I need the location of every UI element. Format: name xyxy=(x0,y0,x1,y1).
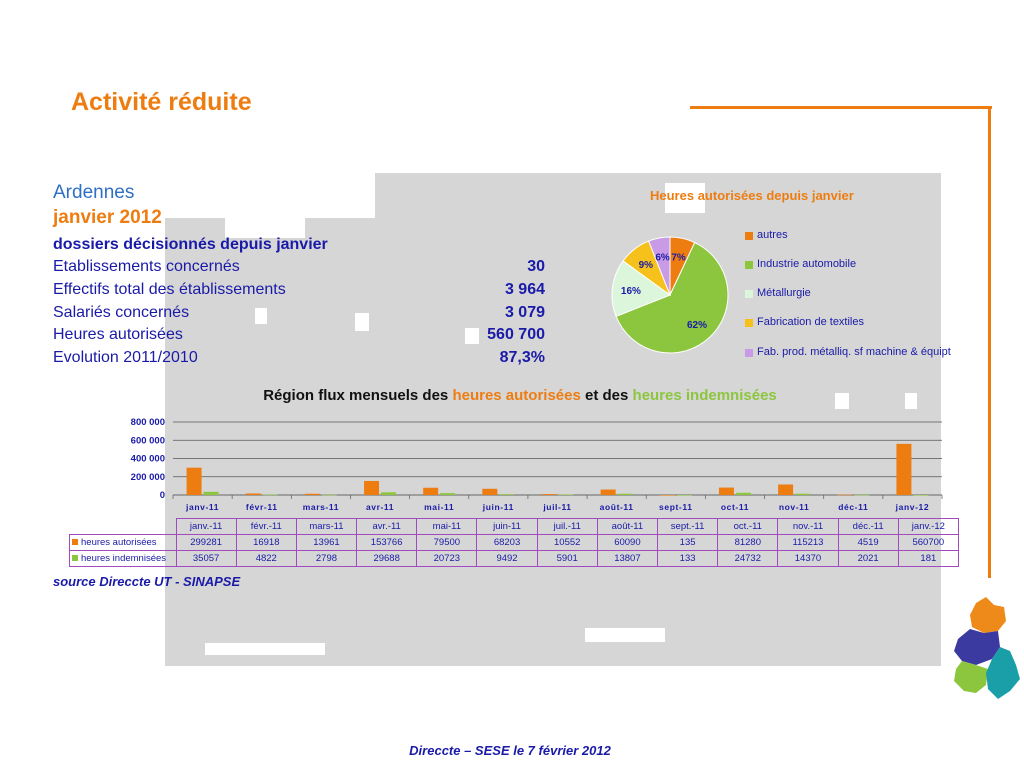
legend-label: Industrie automobile xyxy=(757,258,857,270)
x-tick-label: janv-11 xyxy=(186,502,220,512)
table-series-label xyxy=(70,535,177,551)
stats-heading: dossiers décisionnés depuis janvier xyxy=(53,236,328,253)
series-swatch xyxy=(72,555,78,561)
y-tick-label: 600 000 xyxy=(130,435,165,447)
x-tick-label: mai-11 xyxy=(424,502,455,512)
table-corner xyxy=(70,519,177,535)
stat-row xyxy=(53,326,547,348)
stat-row xyxy=(53,349,547,371)
table-cell: 181 xyxy=(898,551,958,567)
table-row xyxy=(70,535,959,551)
table-header-cell: mai-11 xyxy=(417,519,477,535)
data-table xyxy=(69,518,959,567)
legend-swatch xyxy=(745,319,753,327)
stat-label: Effectifs total des établissements xyxy=(53,281,286,298)
table-header-cell: août-11 xyxy=(597,519,657,535)
bar-heures-indemnisees xyxy=(736,493,751,495)
frame-line-vertical xyxy=(988,106,991,578)
period-label: janvier 2012 xyxy=(53,207,162,228)
bar-heures-indemnisees xyxy=(559,494,574,495)
table-cell: 10552 xyxy=(537,535,597,551)
bar-title-part: Région flux mensuels des xyxy=(263,387,453,404)
table-header-cell: juil.-11 xyxy=(537,519,597,535)
x-tick-label: août-11 xyxy=(599,502,634,512)
bar-heures-autorisees xyxy=(305,494,320,495)
x-tick-label: sept-11 xyxy=(659,502,693,512)
footer-text: Direccte – SESE le 7 février 2012 xyxy=(409,743,611,758)
bar-chart-title xyxy=(170,387,870,404)
stat-row xyxy=(53,281,547,303)
table-cell: 35057 xyxy=(176,551,236,567)
table-cell: 153766 xyxy=(357,535,417,551)
x-tick-label: mars-11 xyxy=(302,502,340,512)
pie-slice-label: 9% xyxy=(638,259,654,271)
bar-heures-autorisees xyxy=(246,493,261,495)
stat-label: Etablissements concernés xyxy=(53,258,240,275)
table-header-row xyxy=(70,519,959,535)
bar-heures-indemnisees xyxy=(913,495,928,496)
table-cell: 560700 xyxy=(898,535,958,551)
series-name: heures autorisées xyxy=(81,537,157,548)
bar-heures-autorisees xyxy=(187,468,202,495)
region-name: Ardennes xyxy=(53,182,135,203)
bar-heures-autorisees xyxy=(837,495,852,496)
bar-heures-autorisees xyxy=(542,494,557,495)
series-name: heures indemnisées xyxy=(81,553,167,564)
y-tick-label: 0 xyxy=(159,490,165,501)
table-header-cell: oct.-11 xyxy=(718,519,778,535)
x-tick-label: oct-11 xyxy=(720,502,750,512)
bar-heures-indemnisees xyxy=(381,492,396,495)
bar-title-part: heures autorisées xyxy=(452,387,581,404)
y-tick-label: 800 000 xyxy=(130,417,165,428)
bar-heures-autorisees xyxy=(601,490,616,495)
pie-slice-label: 62% xyxy=(686,319,708,331)
map-shape-ardennes xyxy=(970,597,1006,633)
stat-row xyxy=(53,258,547,280)
table-cell: 24732 xyxy=(718,551,778,567)
y-tick-label: 200 000 xyxy=(130,471,165,483)
table-cell: 2798 xyxy=(296,551,356,567)
x-tick-label: févr-11 xyxy=(245,502,278,512)
stat-label: Evolution 2011/2010 xyxy=(53,349,198,366)
bar-heures-autorisees xyxy=(896,444,911,495)
legend-label: autres xyxy=(757,229,788,241)
stat-value: 3 079 xyxy=(504,304,545,321)
table-cell: 2021 xyxy=(838,551,898,567)
table-cell: 4519 xyxy=(838,535,898,551)
table-header-cell: juin-11 xyxy=(477,519,537,535)
legend-swatch xyxy=(745,232,753,240)
table-cell: 29688 xyxy=(357,551,417,567)
table-row xyxy=(70,551,959,567)
bar-heures-indemnisees xyxy=(263,495,278,496)
table-cell: 299281 xyxy=(176,535,236,551)
table-cell: 133 xyxy=(658,551,718,567)
stat-label: Heures autorisées xyxy=(53,326,183,343)
bar-heures-autorisees xyxy=(778,484,793,495)
source-note: source Direccte UT - SINAPSE xyxy=(53,574,241,589)
table-cell: 4822 xyxy=(236,551,296,567)
y-tick-label: 400 000 xyxy=(130,453,165,465)
bar-heures-autorisees xyxy=(482,489,497,495)
region-map-logo xyxy=(950,595,1022,707)
table-cell: 60090 xyxy=(597,535,657,551)
legend-swatch xyxy=(745,349,753,357)
stat-value: 560 700 xyxy=(487,326,545,343)
series-swatch xyxy=(72,539,78,545)
table-header-cell: nov.-11 xyxy=(778,519,838,535)
pie-slice-label: 7% xyxy=(671,252,686,264)
table-cell: 16918 xyxy=(236,535,296,551)
table-cell: 79500 xyxy=(417,535,477,551)
bar-title-part: heures indemnisées xyxy=(632,387,777,404)
stat-value: 30 xyxy=(527,258,545,275)
table-header-cell: avr.-11 xyxy=(357,519,417,535)
table-cell: 135 xyxy=(658,535,718,551)
table-header-cell: déc.-11 xyxy=(838,519,898,535)
stat-row xyxy=(53,304,547,326)
frame-line-horizontal xyxy=(690,106,992,109)
table-cell: 115213 xyxy=(778,535,838,551)
legend-swatch xyxy=(745,261,753,269)
bar-heures-indemnisees xyxy=(854,495,869,496)
table-cell: 68203 xyxy=(477,535,537,551)
legend-label: Fab. prod. métalliq. sf machine & équipt xyxy=(757,346,951,358)
bar-heures-autorisees xyxy=(660,495,675,496)
bar-heures-indemnisees xyxy=(204,492,219,495)
bar-heures-indemnisees xyxy=(440,493,455,495)
bar-heures-indemnisees xyxy=(677,495,692,496)
x-tick-label: juin-11 xyxy=(482,502,514,512)
bar-heures-indemnisees xyxy=(322,495,337,496)
stat-label: Salariés concernés xyxy=(53,304,190,321)
table-cell: 14370 xyxy=(778,551,838,567)
bar-title-part: et des xyxy=(580,387,633,404)
table-cell: 13807 xyxy=(597,551,657,567)
table-header-cell: févr.-11 xyxy=(236,519,296,535)
stat-value: 87,3% xyxy=(499,349,545,366)
table-header-cell: janv.-12 xyxy=(898,519,958,535)
x-tick-label: nov-11 xyxy=(778,502,810,512)
legend-swatch xyxy=(745,290,753,298)
x-tick-label: juil-11 xyxy=(543,502,572,512)
legend-label: Fabrication de textiles xyxy=(757,316,864,328)
table-cell: 5901 xyxy=(537,551,597,567)
x-tick-label: déc-11 xyxy=(838,502,869,512)
bar-heures-autorisees xyxy=(423,488,438,495)
table-cell: 13961 xyxy=(296,535,356,551)
table-header-cell: janv.-11 xyxy=(176,519,236,535)
x-tick-label: avr-11 xyxy=(365,502,395,512)
bar-heures-indemnisees xyxy=(499,494,514,495)
table-header-cell: sept.-11 xyxy=(658,519,718,535)
bar-heures-indemnisees xyxy=(618,494,633,495)
bar-heures-indemnisees xyxy=(795,494,810,495)
table-cell: 9492 xyxy=(477,551,537,567)
bar-heures-autorisees xyxy=(719,488,734,495)
table-cell: 20723 xyxy=(417,551,477,567)
map-shape-aube xyxy=(954,661,988,693)
pie-chart xyxy=(600,225,740,365)
pie-slice-label: 16% xyxy=(620,286,641,298)
pie-chart-title: Heures autorisées depuis janvier xyxy=(650,188,854,203)
table-header-cell: mars-11 xyxy=(296,519,356,535)
data-table-wrap xyxy=(69,518,959,567)
x-tick-label: janv-12 xyxy=(895,502,930,512)
page-title: Activité réduite xyxy=(71,88,252,116)
pie-slice-label: 6% xyxy=(655,252,670,264)
bar-heures-autorisees xyxy=(364,481,379,495)
legend-label: Métallurgie xyxy=(757,287,811,299)
bar-chart xyxy=(100,412,950,516)
table-series-label xyxy=(70,551,177,567)
stat-value: 3 964 xyxy=(504,281,545,298)
table-cell: 81280 xyxy=(718,535,778,551)
